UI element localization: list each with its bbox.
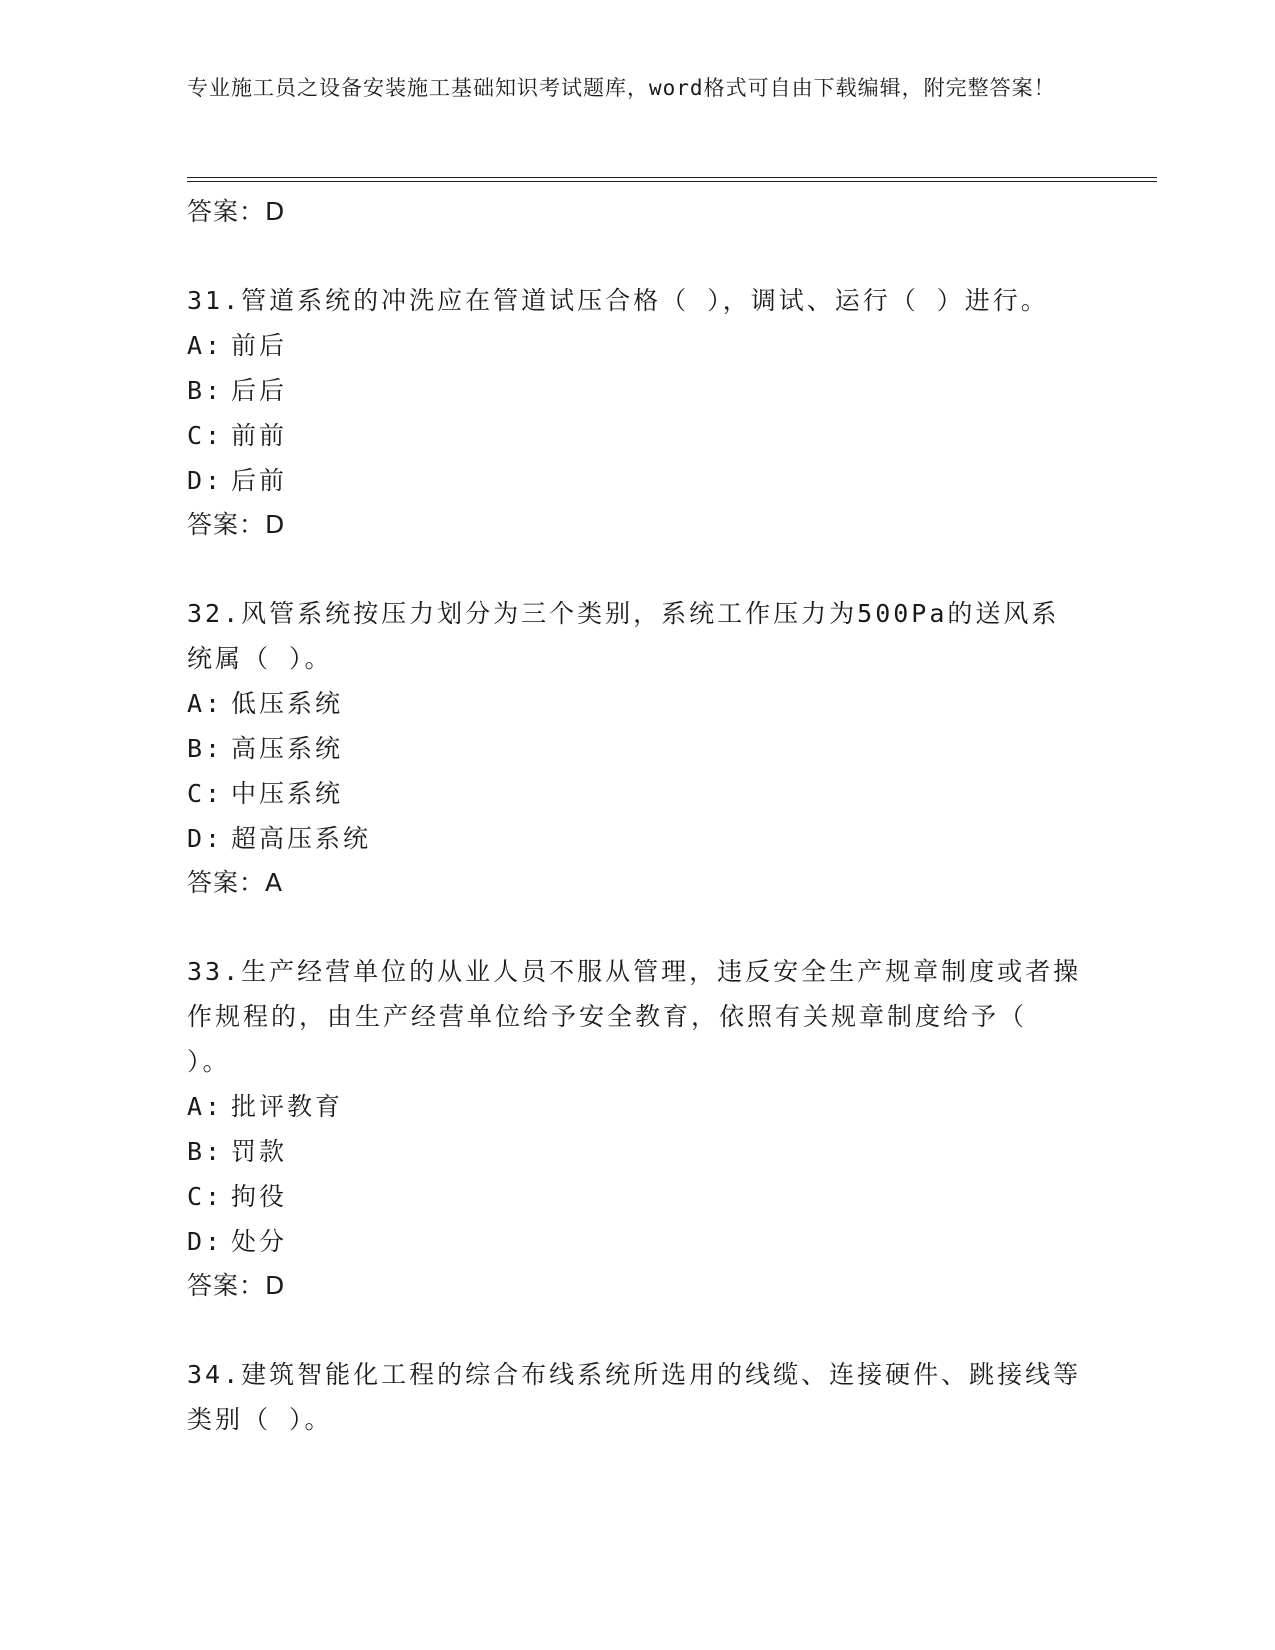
option-text: 拘役 <box>231 1182 288 1211</box>
question-block <box>187 1352 1087 1442</box>
option-key: C: <box>187 1182 224 1211</box>
answer-line: 答案：A <box>187 868 284 897</box>
option-c <box>187 1174 1087 1219</box>
option-key: B: <box>187 734 224 763</box>
option-c <box>187 413 1087 458</box>
option-text: 低压系统 <box>231 689 344 718</box>
answer-line: 答案：D <box>187 1271 286 1300</box>
question-block <box>187 278 1087 547</box>
question-text: 31.管道系统的冲洗应在管道试压合格（ ），调试、运行（ ）进行。 <box>187 286 1049 315</box>
option-key: A: <box>187 331 224 360</box>
document-header: 专业施工员之设备安装施工基础知识考试题库，word格式可自由下载编辑，附完整答案！ <box>187 76 1056 100</box>
option-b <box>187 726 1087 771</box>
option-text: 后后 <box>231 376 288 405</box>
option-key: D: <box>187 1227 224 1256</box>
header-divider-top <box>187 177 1157 178</box>
option-text: 超高压系统 <box>231 824 372 853</box>
option-key: C: <box>187 779 224 808</box>
option-a <box>187 323 1087 368</box>
option-text: 前后 <box>231 331 288 360</box>
option-a <box>187 681 1087 726</box>
option-key: A: <box>187 689 224 718</box>
option-d <box>187 816 1087 861</box>
question-text: 32.风管系统按压力划分为三个类别，系统工作压力为500Pa的送风系统属（ ）。 <box>187 599 1060 673</box>
option-key: A: <box>187 1092 224 1121</box>
option-key: C: <box>187 421 224 450</box>
option-a <box>187 1084 1087 1129</box>
option-key: D: <box>187 466 224 495</box>
answer-line: 答案：D <box>187 197 286 226</box>
option-text: 批评教育 <box>231 1092 344 1121</box>
header-divider-bottom <box>187 181 1157 182</box>
question-text: 33.生产经营单位的从业人员不服从管理，违反安全生产规章制度或者操作规程的，由生产经营单位给予安全教育，依照有关规章制度给予（ ）。 <box>187 957 1082 1076</box>
option-d <box>187 458 1087 503</box>
option-text: 后前 <box>231 466 288 495</box>
question-block <box>187 949 1087 1308</box>
answer-line: 答案：D <box>187 510 286 539</box>
question-list <box>187 190 1087 1442</box>
question-text: 34.建筑智能化工程的综合布线系统所选用的线缆、连接硬件、跳接线等类别（ ）。 <box>187 1360 1082 1434</box>
option-key: D: <box>187 824 224 853</box>
option-text: 前前 <box>231 421 288 450</box>
option-text: 高压系统 <box>231 734 344 763</box>
option-key: B: <box>187 376 224 405</box>
option-text: 处分 <box>231 1227 288 1256</box>
option-d <box>187 1219 1087 1264</box>
option-text: 罚款 <box>231 1137 288 1166</box>
option-key: B: <box>187 1137 224 1166</box>
option-b <box>187 368 1087 413</box>
question-block <box>187 591 1087 905</box>
option-text: 中压系统 <box>231 779 344 808</box>
option-c <box>187 771 1087 816</box>
option-b <box>187 1129 1087 1174</box>
